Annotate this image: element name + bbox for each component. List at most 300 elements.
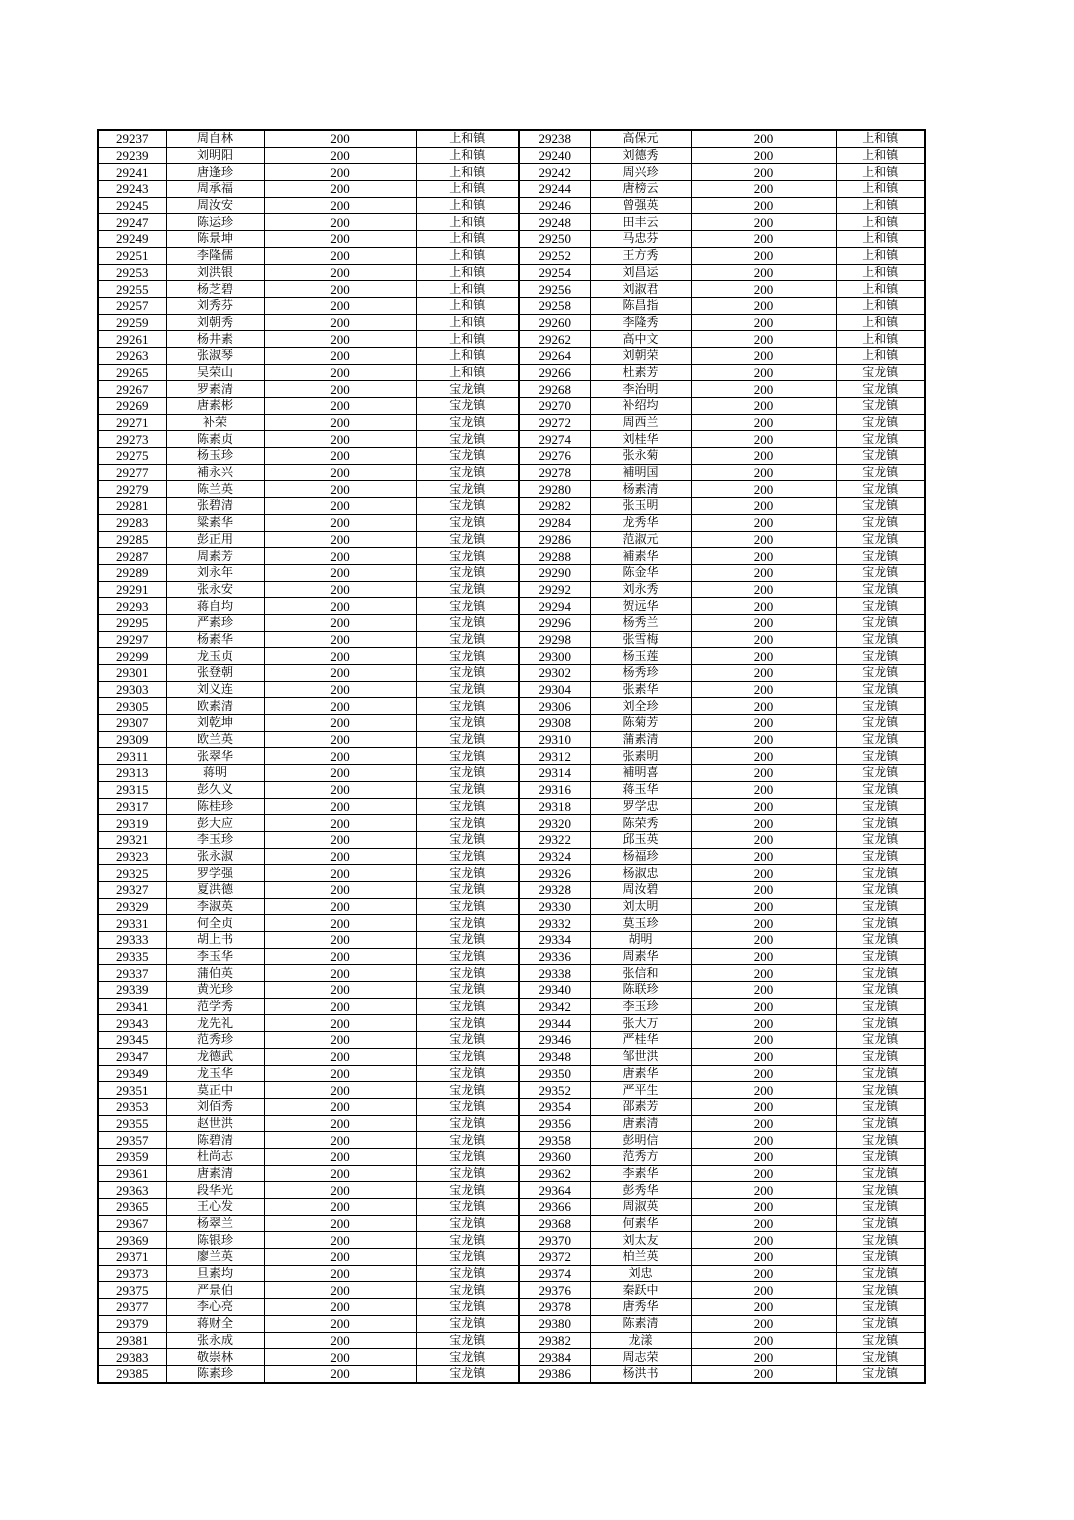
right-name-cell: 杜素芳	[590, 364, 691, 381]
right-name-cell: 陈金华	[590, 564, 691, 581]
right-amount-cell: 200	[691, 965, 836, 982]
left-town-cell: 宝龙镇	[416, 1132, 519, 1149]
left-amount-cell: 200	[264, 815, 416, 832]
table-row	[98, 1098, 925, 1115]
right-name-cell: 马忠芬	[590, 231, 691, 248]
left-name-cell: 刘义连	[166, 681, 264, 698]
left-amount-cell: 200	[264, 214, 416, 231]
left-id-cell: 29303	[98, 681, 166, 698]
right-town-cell: 宝龙镇	[836, 464, 925, 481]
right-id-cell: 29370	[519, 1232, 590, 1249]
left-amount-cell: 200	[264, 514, 416, 531]
right-amount-cell: 200	[691, 1082, 836, 1099]
right-town-cell: 宝龙镇	[836, 1048, 925, 1065]
left-id-cell: 29285	[98, 531, 166, 548]
right-id-cell: 29278	[519, 464, 590, 481]
table-row	[98, 1132, 925, 1149]
right-name-cell: 唐素华	[590, 1065, 691, 1082]
left-name-cell: 张永淑	[166, 848, 264, 865]
left-town-cell: 宝龙镇	[416, 1032, 519, 1049]
right-id-cell: 29348	[519, 1048, 590, 1065]
left-town-cell: 上和镇	[416, 247, 519, 264]
right-amount-cell: 200	[691, 130, 836, 147]
right-town-cell: 宝龙镇	[836, 1165, 925, 1182]
left-town-cell: 宝龙镇	[416, 481, 519, 498]
right-id-cell: 29384	[519, 1349, 590, 1366]
right-name-cell: 李玉珍	[590, 998, 691, 1015]
table-row	[98, 665, 925, 682]
right-id-cell: 29346	[519, 1032, 590, 1049]
table-row	[98, 1199, 925, 1216]
left-amount-cell: 200	[264, 598, 416, 615]
left-town-cell: 上和镇	[416, 164, 519, 181]
left-amount-cell: 200	[264, 965, 416, 982]
left-town-cell: 宝龙镇	[416, 1115, 519, 1132]
right-id-cell: 29332	[519, 915, 590, 932]
table-row	[98, 514, 925, 531]
left-id-cell: 29239	[98, 147, 166, 164]
right-id-cell: 29306	[519, 698, 590, 715]
right-id-cell: 29276	[519, 448, 590, 465]
left-town-cell: 宝龙镇	[416, 798, 519, 815]
left-name-cell: 杨素华	[166, 631, 264, 648]
left-amount-cell: 200	[264, 681, 416, 698]
right-town-cell: 上和镇	[836, 164, 925, 181]
table-row	[98, 147, 925, 164]
right-name-cell: 张玉明	[590, 498, 691, 515]
right-id-cell: 29358	[519, 1132, 590, 1149]
left-town-cell: 宝龙镇	[416, 1215, 519, 1232]
right-amount-cell: 200	[691, 1232, 836, 1249]
left-town-cell: 宝龙镇	[416, 1199, 519, 1216]
right-id-cell: 29340	[519, 982, 590, 999]
left-id-cell: 29327	[98, 881, 166, 898]
left-amount-cell: 200	[264, 281, 416, 298]
left-amount-cell: 200	[264, 1299, 416, 1316]
left-name-cell: 陈素珍	[166, 1365, 264, 1382]
right-name-cell: 杨玉莲	[590, 648, 691, 665]
left-town-cell: 宝龙镇	[416, 831, 519, 848]
right-id-cell: 29386	[519, 1365, 590, 1382]
right-name-cell: 陈联珍	[590, 982, 691, 999]
right-amount-cell: 200	[691, 164, 836, 181]
left-id-cell: 29369	[98, 1232, 166, 1249]
table-row	[98, 297, 925, 314]
table-row	[98, 130, 925, 147]
right-amount-cell: 200	[691, 831, 836, 848]
right-name-cell: 高保元	[590, 130, 691, 147]
right-town-cell: 宝龙镇	[836, 1265, 925, 1282]
right-town-cell: 宝龙镇	[836, 514, 925, 531]
left-id-cell: 29259	[98, 314, 166, 331]
left-name-cell: 粱素华	[166, 514, 264, 531]
table-row	[98, 715, 925, 732]
left-town-cell: 宝龙镇	[416, 498, 519, 515]
right-amount-cell: 200	[691, 748, 836, 765]
left-amount-cell: 200	[264, 1332, 416, 1349]
right-town-cell: 宝龙镇	[836, 948, 925, 965]
table-row	[98, 414, 925, 431]
left-amount-cell: 200	[264, 1315, 416, 1332]
left-name-cell: 龙先礼	[166, 1015, 264, 1032]
right-name-cell: 张雪梅	[590, 631, 691, 648]
left-amount-cell: 200	[264, 648, 416, 665]
left-town-cell: 上和镇	[416, 331, 519, 348]
left-id-cell: 29289	[98, 564, 166, 581]
table-row	[98, 1365, 925, 1382]
right-id-cell: 29372	[519, 1249, 590, 1266]
right-amount-cell: 200	[691, 1098, 836, 1115]
left-amount-cell: 200	[264, 1065, 416, 1082]
left-town-cell: 宝龙镇	[416, 765, 519, 782]
left-id-cell: 29311	[98, 748, 166, 765]
left-name-cell: 陈兰英	[166, 481, 264, 498]
right-town-cell: 宝龙镇	[836, 1299, 925, 1316]
left-town-cell: 宝龙镇	[416, 1048, 519, 1065]
left-town-cell: 宝龙镇	[416, 398, 519, 415]
left-amount-cell: 200	[264, 1098, 416, 1115]
left-amount-cell: 200	[264, 381, 416, 398]
right-id-cell: 29308	[519, 715, 590, 732]
left-id-cell: 29343	[98, 1015, 166, 1032]
table-row	[98, 1215, 925, 1232]
left-name-cell: 范学秀	[166, 998, 264, 1015]
left-id-cell: 29293	[98, 598, 166, 615]
right-amount-cell: 200	[691, 1299, 836, 1316]
right-amount-cell: 200	[691, 1148, 836, 1165]
left-id-cell: 29373	[98, 1265, 166, 1282]
right-town-cell: 上和镇	[836, 147, 925, 164]
right-name-cell: 龙漾	[590, 1332, 691, 1349]
right-id-cell: 29282	[519, 498, 590, 515]
left-town-cell: 上和镇	[416, 214, 519, 231]
right-id-cell: 29382	[519, 1332, 590, 1349]
right-name-cell: 杨福珍	[590, 848, 691, 865]
left-name-cell: 李隆儒	[166, 247, 264, 264]
right-town-cell: 上和镇	[836, 247, 925, 264]
right-amount-cell: 200	[691, 1265, 836, 1282]
left-id-cell: 29265	[98, 364, 166, 381]
right-town-cell: 宝龙镇	[836, 798, 925, 815]
right-name-cell: 柏兰英	[590, 1249, 691, 1266]
left-name-cell: 杜尚志	[166, 1148, 264, 1165]
left-town-cell: 宝龙镇	[416, 414, 519, 431]
right-town-cell: 宝龙镇	[836, 715, 925, 732]
right-name-cell: 高中文	[590, 331, 691, 348]
right-id-cell: 29294	[519, 598, 590, 615]
left-amount-cell: 200	[264, 481, 416, 498]
left-amount-cell: 200	[264, 715, 416, 732]
left-id-cell: 29349	[98, 1065, 166, 1082]
right-id-cell: 29254	[519, 264, 590, 281]
left-amount-cell: 200	[264, 1182, 416, 1199]
left-id-cell: 29337	[98, 965, 166, 982]
left-amount-cell: 200	[264, 264, 416, 281]
table-row	[98, 1182, 925, 1199]
right-name-cell: 刘忠	[590, 1265, 691, 1282]
left-amount-cell: 200	[264, 1265, 416, 1282]
left-town-cell: 宝龙镇	[416, 514, 519, 531]
left-town-cell: 宝龙镇	[416, 1098, 519, 1115]
right-amount-cell: 200	[691, 731, 836, 748]
left-amount-cell: 200	[264, 147, 416, 164]
left-name-cell: 李玉华	[166, 948, 264, 965]
right-name-cell: 邵素芳	[590, 1098, 691, 1115]
right-id-cell: 29364	[519, 1182, 590, 1199]
right-name-cell: 张素明	[590, 748, 691, 765]
right-town-cell: 宝龙镇	[836, 481, 925, 498]
left-town-cell: 宝龙镇	[416, 1265, 519, 1282]
left-id-cell: 29297	[98, 631, 166, 648]
table-row	[98, 765, 925, 782]
right-name-cell: 补绍均	[590, 398, 691, 415]
right-town-cell: 宝龙镇	[836, 932, 925, 949]
right-amount-cell: 200	[691, 481, 836, 498]
right-amount-cell: 200	[691, 915, 836, 932]
left-amount-cell: 200	[264, 765, 416, 782]
left-town-cell: 宝龙镇	[416, 965, 519, 982]
right-town-cell: 宝龙镇	[836, 982, 925, 999]
left-amount-cell: 200	[264, 1032, 416, 1049]
right-name-cell: 蒲素清	[590, 731, 691, 748]
right-id-cell: 29270	[519, 398, 590, 415]
left-id-cell: 29283	[98, 514, 166, 531]
right-id-cell: 29256	[519, 281, 590, 298]
right-amount-cell: 200	[691, 431, 836, 448]
table-row	[98, 564, 925, 581]
right-name-cell: 唐秀华	[590, 1299, 691, 1316]
right-amount-cell: 200	[691, 181, 836, 198]
table-row	[98, 1282, 925, 1299]
left-amount-cell: 200	[264, 231, 416, 248]
left-id-cell: 29355	[98, 1115, 166, 1132]
right-town-cell: 宝龙镇	[836, 898, 925, 915]
right-id-cell: 29366	[519, 1199, 590, 1216]
right-id-cell: 29324	[519, 848, 590, 865]
left-amount-cell: 200	[264, 1148, 416, 1165]
right-id-cell: 29376	[519, 1282, 590, 1299]
left-name-cell: 张翠华	[166, 748, 264, 765]
right-name-cell: 刘昌运	[590, 264, 691, 281]
left-name-cell: 陈素贞	[166, 431, 264, 448]
right-name-cell: 田丰云	[590, 214, 691, 231]
table-row	[98, 1115, 925, 1132]
table-row	[98, 264, 925, 281]
right-amount-cell: 200	[691, 247, 836, 264]
table-row	[98, 731, 925, 748]
left-amount-cell: 200	[264, 197, 416, 214]
right-town-cell: 宝龙镇	[836, 581, 925, 598]
left-amount-cell: 200	[264, 498, 416, 515]
left-amount-cell: 200	[264, 581, 416, 598]
left-id-cell: 29319	[98, 815, 166, 832]
left-town-cell: 上和镇	[416, 297, 519, 314]
left-town-cell: 宝龙镇	[416, 898, 519, 915]
right-amount-cell: 200	[691, 514, 836, 531]
left-name-cell: 敬崇林	[166, 1349, 264, 1366]
right-amount-cell: 200	[691, 598, 836, 615]
left-amount-cell: 200	[264, 1282, 416, 1299]
right-id-cell: 29378	[519, 1299, 590, 1316]
table-row	[98, 214, 925, 231]
right-id-cell: 29246	[519, 197, 590, 214]
right-name-cell: 范秀方	[590, 1148, 691, 1165]
left-id-cell: 29359	[98, 1148, 166, 1165]
right-town-cell: 宝龙镇	[836, 831, 925, 848]
roster-table	[97, 129, 926, 1384]
right-id-cell: 29374	[519, 1265, 590, 1282]
right-town-cell: 宝龙镇	[836, 681, 925, 698]
right-name-cell: 莫玉珍	[590, 915, 691, 932]
left-amount-cell: 200	[264, 881, 416, 898]
left-town-cell: 宝龙镇	[416, 715, 519, 732]
table-row	[98, 998, 925, 1015]
left-name-cell: 周素芳	[166, 548, 264, 565]
left-id-cell: 29335	[98, 948, 166, 965]
left-amount-cell: 200	[264, 297, 416, 314]
left-name-cell: 刘永年	[166, 564, 264, 581]
left-name-cell: 陈景坤	[166, 231, 264, 248]
right-id-cell: 29314	[519, 765, 590, 782]
left-amount-cell: 200	[264, 314, 416, 331]
left-name-cell: 莫正中	[166, 1082, 264, 1099]
table-row	[98, 1148, 925, 1165]
left-amount-cell: 200	[264, 548, 416, 565]
left-id-cell: 29271	[98, 414, 166, 431]
left-name-cell: 龙玉贞	[166, 648, 264, 665]
right-id-cell: 29248	[519, 214, 590, 231]
table-row	[98, 881, 925, 898]
table-row	[98, 648, 925, 665]
right-amount-cell: 200	[691, 1048, 836, 1065]
right-name-cell: 刘永秀	[590, 581, 691, 598]
right-name-cell: 胡明	[590, 932, 691, 949]
left-name-cell: 杨井素	[166, 331, 264, 348]
left-town-cell: 宝龙镇	[416, 1332, 519, 1349]
right-town-cell: 宝龙镇	[836, 431, 925, 448]
table-row	[98, 1082, 925, 1099]
left-amount-cell: 200	[264, 798, 416, 815]
right-name-cell: 严桂华	[590, 1032, 691, 1049]
roster-table-body	[98, 130, 925, 1383]
right-town-cell: 宝龙镇	[836, 498, 925, 515]
left-name-cell: 张永安	[166, 581, 264, 598]
left-town-cell: 宝龙镇	[416, 431, 519, 448]
right-amount-cell: 200	[691, 364, 836, 381]
left-town-cell: 宝龙镇	[416, 464, 519, 481]
left-id-cell: 29353	[98, 1098, 166, 1115]
left-amount-cell: 200	[264, 998, 416, 1015]
right-town-cell: 上和镇	[836, 231, 925, 248]
left-id-cell: 29251	[98, 247, 166, 264]
table-row	[98, 398, 925, 415]
table-row	[98, 681, 925, 698]
left-name-cell: 张登朝	[166, 665, 264, 682]
left-name-cell: 陈碧清	[166, 1132, 264, 1149]
left-name-cell: 范秀珍	[166, 1032, 264, 1049]
right-amount-cell: 200	[691, 498, 836, 515]
table-row	[98, 698, 925, 715]
right-name-cell: 補明喜	[590, 765, 691, 782]
left-town-cell: 上和镇	[416, 264, 519, 281]
table-row	[98, 865, 925, 882]
left-name-cell: 罗学强	[166, 865, 264, 882]
left-town-cell: 上和镇	[416, 147, 519, 164]
left-id-cell: 29321	[98, 831, 166, 848]
table-row	[98, 948, 925, 965]
right-amount-cell: 200	[691, 398, 836, 415]
left-id-cell: 29299	[98, 648, 166, 665]
right-amount-cell: 200	[691, 1365, 836, 1382]
right-id-cell: 29356	[519, 1115, 590, 1132]
right-town-cell: 宝龙镇	[836, 564, 925, 581]
table-row	[98, 1165, 925, 1182]
left-town-cell: 宝龙镇	[416, 1365, 519, 1382]
right-id-cell: 29352	[519, 1082, 590, 1099]
left-id-cell: 29305	[98, 698, 166, 715]
right-name-cell: 张永菊	[590, 448, 691, 465]
left-town-cell: 上和镇	[416, 130, 519, 147]
right-id-cell: 29304	[519, 681, 590, 698]
right-amount-cell: 200	[691, 648, 836, 665]
right-town-cell: 宝龙镇	[836, 848, 925, 865]
right-name-cell: 杨洪书	[590, 1365, 691, 1382]
right-town-cell: 宝龙镇	[836, 881, 925, 898]
left-name-cell: 彭久义	[166, 781, 264, 798]
right-town-cell: 宝龙镇	[836, 381, 925, 398]
left-id-cell: 29253	[98, 264, 166, 281]
right-name-cell: 龙秀华	[590, 514, 691, 531]
right-amount-cell: 200	[691, 231, 836, 248]
left-amount-cell: 200	[264, 398, 416, 415]
left-id-cell: 29323	[98, 848, 166, 865]
right-town-cell: 宝龙镇	[836, 1098, 925, 1115]
right-name-cell: 李隆秀	[590, 314, 691, 331]
left-amount-cell: 200	[264, 531, 416, 548]
table-row	[98, 1232, 925, 1249]
table-row	[98, 1249, 925, 1266]
left-town-cell: 宝龙镇	[416, 581, 519, 598]
left-town-cell: 宝龙镇	[416, 631, 519, 648]
right-name-cell: 刘淑君	[590, 281, 691, 298]
right-name-cell: 李素华	[590, 1165, 691, 1182]
right-town-cell: 宝龙镇	[836, 815, 925, 832]
right-name-cell: 杨素清	[590, 481, 691, 498]
right-amount-cell: 200	[691, 197, 836, 214]
left-name-cell: 龙玉华	[166, 1065, 264, 1082]
left-id-cell: 29273	[98, 431, 166, 448]
right-name-cell: 周素华	[590, 948, 691, 965]
right-town-cell: 宝龙镇	[836, 1065, 925, 1082]
right-town-cell: 宝龙镇	[836, 1249, 925, 1266]
right-town-cell: 上和镇	[836, 197, 925, 214]
left-amount-cell: 200	[264, 1199, 416, 1216]
right-id-cell: 29272	[519, 414, 590, 431]
left-town-cell: 宝龙镇	[416, 998, 519, 1015]
table-row	[98, 314, 925, 331]
table-row	[98, 481, 925, 498]
table-row	[98, 982, 925, 999]
left-amount-cell: 200	[264, 181, 416, 198]
left-name-cell: 何全贞	[166, 915, 264, 932]
right-town-cell: 宝龙镇	[836, 631, 925, 648]
right-id-cell: 29260	[519, 314, 590, 331]
right-amount-cell: 200	[691, 681, 836, 698]
right-town-cell: 宝龙镇	[836, 598, 925, 615]
right-name-cell: 刘太明	[590, 898, 691, 915]
right-town-cell: 宝龙镇	[836, 915, 925, 932]
left-amount-cell: 200	[264, 1165, 416, 1182]
